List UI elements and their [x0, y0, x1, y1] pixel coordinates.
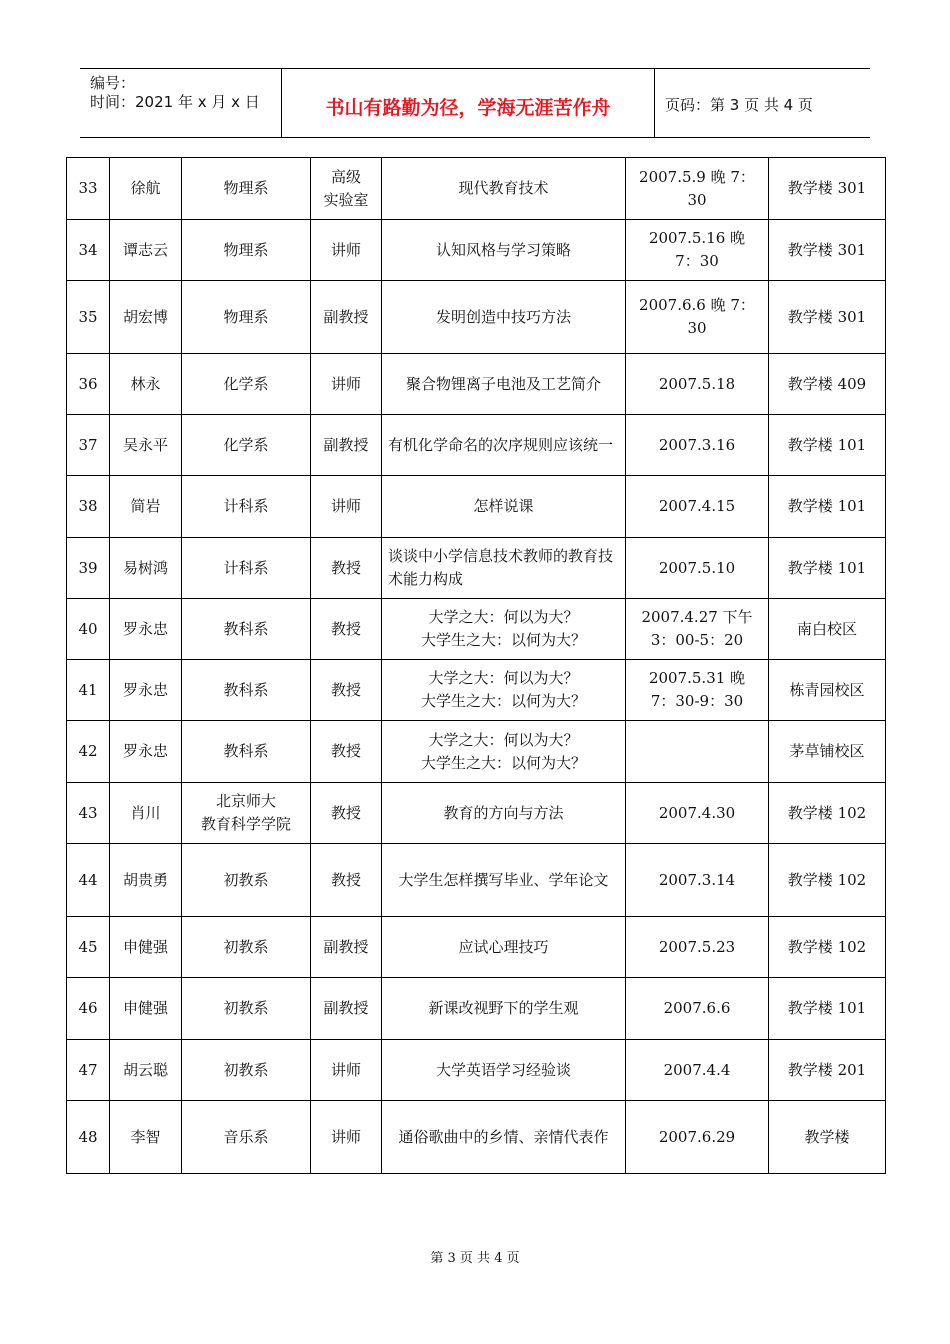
cell-dept: 计科系	[182, 538, 311, 599]
table-row	[67, 1101, 886, 1174]
table-row	[67, 660, 886, 721]
cell-topic: 认知风格与学习策略	[382, 220, 626, 281]
cell-no: 37	[67, 415, 110, 476]
table-row	[67, 978, 886, 1040]
table-row	[67, 354, 886, 415]
cell-dept: 音乐系	[182, 1101, 311, 1174]
cell-topic: 应试心理技巧	[382, 917, 626, 978]
cell-place: 南白校区	[769, 599, 886, 660]
cell-name: 吴永平	[110, 415, 182, 476]
cell-topic: 发明创造中技巧方法	[382, 281, 626, 354]
cell-place: 教学楼 101	[769, 476, 886, 538]
cell-time: 2007.4.27 下午 3：00-5：20	[626, 599, 769, 660]
cell-no: 38	[67, 476, 110, 538]
cell-name: 罗永忠	[110, 660, 182, 721]
cell-name: 肖川	[110, 783, 182, 844]
cell-title: 教授	[311, 721, 382, 783]
cell-time: 2007.5.9 晚 7： 30	[626, 158, 769, 220]
cell-dept: 物理系	[182, 281, 311, 354]
header-page-cell	[655, 69, 870, 137]
table-row	[67, 281, 886, 354]
cell-time	[626, 721, 769, 783]
cell-topic: 大学之大：何以为大？ 大学生之大：以何为大？	[382, 599, 626, 660]
lecture-table	[66, 157, 886, 1174]
cell-time: 2007.3.16	[626, 415, 769, 476]
cell-place: 茅草铺校区	[769, 721, 886, 783]
header-info-cell	[80, 69, 282, 137]
table-row	[67, 844, 886, 917]
cell-title: 副教授	[311, 415, 382, 476]
table-row	[67, 476, 886, 538]
cell-title: 讲师	[311, 1040, 382, 1101]
cell-place: 栋青园校区	[769, 660, 886, 721]
page-footer: 第 3 页 共 4 页	[430, 1251, 520, 1266]
cell-topic: 大学英语学习经验谈	[382, 1040, 626, 1101]
cell-topic: 大学之大：何以为大？ 大学生之大：以何为大？	[382, 721, 626, 783]
cell-no: 40	[67, 599, 110, 660]
lecture-table-body	[67, 158, 886, 1174]
cell-name: 胡贵勇	[110, 844, 182, 917]
cell-title: 副教授	[311, 978, 382, 1040]
cell-topic: 怎样说课	[382, 476, 626, 538]
cell-name: 谭志云	[110, 220, 182, 281]
cell-dept: 初教系	[182, 978, 311, 1040]
cell-title: 教授	[311, 844, 382, 917]
cell-no: 42	[67, 721, 110, 783]
cell-title: 高级 实验室	[311, 158, 382, 220]
doc-code-label: 编号：	[90, 74, 136, 92]
cell-topic: 现代教育技术	[382, 158, 626, 220]
cell-name: 李智	[110, 1101, 182, 1174]
cell-topic: 教育的方向与方法	[382, 783, 626, 844]
cell-time: 2007.5.31 晚 7：30-9：30	[626, 660, 769, 721]
cell-no: 45	[67, 917, 110, 978]
cell-no: 36	[67, 354, 110, 415]
table-row	[67, 917, 886, 978]
cell-dept: 化学系	[182, 354, 311, 415]
cell-time: 2007.6.29	[626, 1101, 769, 1174]
cell-place: 教学楼 201	[769, 1040, 886, 1101]
cell-place: 教学楼 301	[769, 281, 886, 354]
cell-no: 47	[67, 1040, 110, 1101]
cell-topic: 大学之大：何以为大？ 大学生之大：以何为大？	[382, 660, 626, 721]
cell-title: 副教授	[311, 281, 382, 354]
cell-dept: 化学系	[182, 415, 311, 476]
cell-title: 讲师	[311, 220, 382, 281]
cell-name: 林永	[110, 354, 182, 415]
cell-title: 教授	[311, 783, 382, 844]
cell-time: 2007.6.6	[626, 978, 769, 1040]
cell-no: 48	[67, 1101, 110, 1174]
header-motto: 书山有路勤为径，学海无涯苦作舟	[325, 97, 611, 119]
cell-dept: 教科系	[182, 660, 311, 721]
cell-time: 2007.4.15	[626, 476, 769, 538]
table-row	[67, 158, 886, 220]
cell-dept: 物理系	[182, 158, 311, 220]
cell-place: 教学楼	[769, 1101, 886, 1174]
cell-name: 简岩	[110, 476, 182, 538]
cell-name: 申健强	[110, 978, 182, 1040]
cell-topic: 有机化学命名的次序规则应该统一	[382, 415, 626, 476]
cell-title: 讲师	[311, 476, 382, 538]
table-row	[67, 599, 886, 660]
table-row	[67, 220, 886, 281]
cell-dept: 教科系	[182, 599, 311, 660]
table-row	[67, 415, 886, 476]
cell-title: 教授	[311, 660, 382, 721]
cell-no: 39	[67, 538, 110, 599]
cell-title: 教授	[311, 599, 382, 660]
cell-place: 教学楼 101	[769, 538, 886, 599]
cell-dept: 初教系	[182, 917, 311, 978]
cell-topic: 谈谈中小学信息技术教师的教育技术能力构成	[382, 538, 626, 599]
cell-title: 讲师	[311, 1101, 382, 1174]
cell-time: 2007.5.10	[626, 538, 769, 599]
cell-time: 2007.5.23	[626, 917, 769, 978]
cell-dept: 计科系	[182, 476, 311, 538]
cell-time: 2007.6.6 晚 7： 30	[626, 281, 769, 354]
cell-name: 易树鸿	[110, 538, 182, 599]
cell-dept: 教科系	[182, 721, 311, 783]
cell-no: 41	[67, 660, 110, 721]
table-row	[67, 1040, 886, 1101]
cell-place: 教学楼 101	[769, 415, 886, 476]
cell-name: 罗永忠	[110, 721, 182, 783]
cell-place: 教学楼 101	[769, 978, 886, 1040]
header-motto-cell	[282, 69, 655, 137]
cell-place: 教学楼 301	[769, 220, 886, 281]
table-row	[67, 783, 886, 844]
cell-time: 2007.5.18	[626, 354, 769, 415]
table-row	[67, 721, 886, 783]
cell-time: 2007.5.16 晚 7：30	[626, 220, 769, 281]
cell-time: 2007.4.4	[626, 1040, 769, 1101]
cell-no: 46	[67, 978, 110, 1040]
cell-title: 讲师	[311, 354, 382, 415]
cell-no: 44	[67, 844, 110, 917]
cell-place: 教学楼 409	[769, 354, 886, 415]
cell-place: 教学楼 301	[769, 158, 886, 220]
cell-no: 33	[67, 158, 110, 220]
page-header	[80, 68, 870, 138]
cell-topic: 大学生怎样撰写毕业、学年论文	[382, 844, 626, 917]
cell-name: 罗永忠	[110, 599, 182, 660]
cell-dept: 物理系	[182, 220, 311, 281]
cell-name: 申健强	[110, 917, 182, 978]
doc-time-label: 时间：2021 年 x 月 x 日	[90, 93, 260, 111]
cell-place: 教学楼 102	[769, 783, 886, 844]
cell-topic: 通俗歌曲中的乡情、亲情代表作	[382, 1101, 626, 1174]
header-page-number: 页码：第 3 页 共 4 页	[665, 96, 813, 114]
cell-no: 34	[67, 220, 110, 281]
cell-dept: 北京师大 教育科学学院	[182, 783, 311, 844]
cell-name: 胡宏博	[110, 281, 182, 354]
cell-no: 43	[67, 783, 110, 844]
cell-name: 徐航	[110, 158, 182, 220]
cell-place: 教学楼 102	[769, 844, 886, 917]
cell-title: 教授	[311, 538, 382, 599]
cell-name: 胡云聪	[110, 1040, 182, 1101]
cell-no: 35	[67, 281, 110, 354]
cell-time: 2007.3.14	[626, 844, 769, 917]
cell-title: 副教授	[311, 917, 382, 978]
cell-dept: 初教系	[182, 1040, 311, 1101]
cell-topic: 新课改视野下的学生观	[382, 978, 626, 1040]
cell-place: 教学楼 102	[769, 917, 886, 978]
table-row	[67, 538, 886, 599]
cell-time: 2007.4.30	[626, 783, 769, 844]
cell-dept: 初教系	[182, 844, 311, 917]
cell-topic: 聚合物锂离子电池及工艺简介	[382, 354, 626, 415]
